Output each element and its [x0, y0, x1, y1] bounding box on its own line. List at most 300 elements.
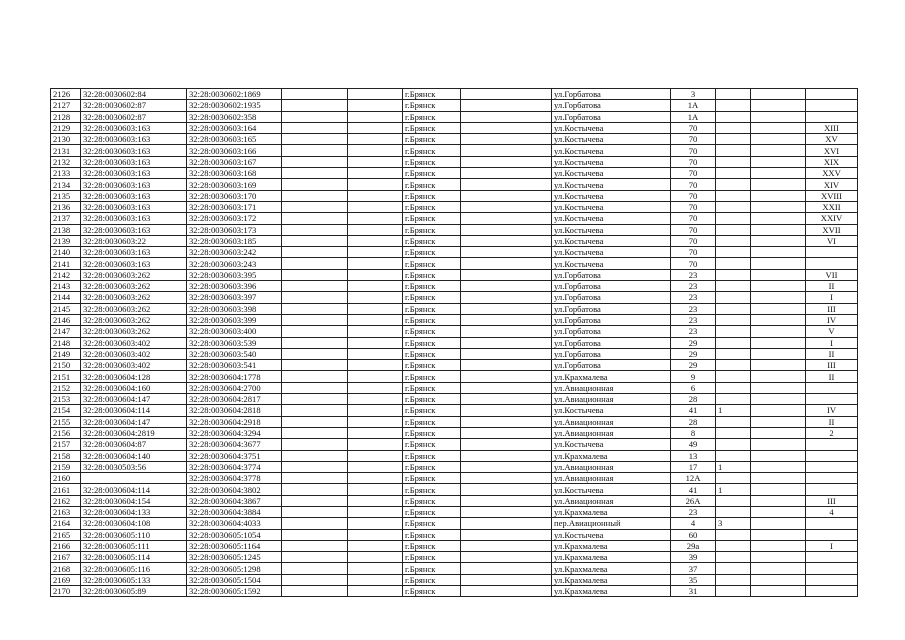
cell-building-number — [716, 450, 751, 461]
cell-blank-col-4 — [282, 405, 348, 416]
cell-room-number — [806, 529, 858, 540]
cell-house-number: 1А — [671, 111, 716, 122]
cell-blank-col-5 — [348, 416, 403, 427]
table-row — [51, 314, 858, 325]
cell-object-number: 32:28:0030603:171 — [187, 201, 282, 212]
cell-room-number: XXII — [806, 201, 858, 212]
cell-building-number — [716, 495, 751, 506]
cell-blank-col-4 — [282, 314, 348, 325]
cell-city: г.Брянск — [403, 416, 461, 427]
table-row — [51, 122, 858, 133]
table-row — [51, 269, 858, 280]
cell-street: ул.Авиационная — [552, 394, 671, 405]
cell-blank-col-11 — [751, 292, 806, 303]
cell-street: ул.Горбатова — [552, 89, 671, 100]
cell-blank-col-7 — [461, 427, 552, 438]
cell-parcel-number: 32:28:0030603:163 — [81, 190, 187, 201]
cell-blank-col-4 — [282, 292, 348, 303]
cell-room-number: I — [806, 540, 858, 551]
cell-room-number — [806, 574, 858, 585]
cell-city: г.Брянск — [403, 224, 461, 235]
cell-blank-col-7 — [461, 337, 552, 348]
cell-parcel-number: 32:28:0030604:147 — [81, 416, 187, 427]
cell-blank-col-4 — [282, 450, 348, 461]
cell-room-number: III — [806, 360, 858, 371]
cell-city: г.Брянск — [403, 134, 461, 145]
cell-object-number: 32:28:0030603:168 — [187, 168, 282, 179]
cell-blank-col-11 — [751, 416, 806, 427]
cell-blank-col-11 — [751, 281, 806, 292]
cell-blank-col-11 — [751, 518, 806, 529]
cell-city: г.Брянск — [403, 586, 461, 597]
cell-room-number — [806, 552, 858, 563]
cell-street: ул.Авиационная — [552, 427, 671, 438]
cell-street: ул.Костычева — [552, 122, 671, 133]
cell-room-number: III — [806, 495, 858, 506]
cell-parcel-number: 32:28:0030603:163 — [81, 156, 187, 167]
cell-blank-col-4 — [282, 337, 348, 348]
cell-blank-col-11 — [751, 394, 806, 405]
cell-blank-col-11 — [751, 427, 806, 438]
cell-blank-col-11 — [751, 439, 806, 450]
cell-blank-col-11 — [751, 495, 806, 506]
cell-parcel-number: 32:28:0030603:163 — [81, 247, 187, 258]
cell-building-number — [716, 540, 751, 551]
cell-house-number: 37 — [671, 563, 716, 574]
cell-blank-col-4 — [282, 258, 348, 269]
cell-blank-col-7 — [461, 360, 552, 371]
table-row — [51, 145, 858, 156]
cell-parcel-number: 32:28:0030605:89 — [81, 586, 187, 597]
cell-city: г.Брянск — [403, 405, 461, 416]
cell-room-number — [806, 586, 858, 597]
cell-row-number: 2138 — [51, 224, 81, 235]
cell-blank-col-7 — [461, 529, 552, 540]
cell-blank-col-5 — [348, 518, 403, 529]
cell-object-number: 32:28:0030603:541 — [187, 360, 282, 371]
cell-house-number: 3 — [671, 89, 716, 100]
cell-blank-col-7 — [461, 224, 552, 235]
cell-blank-col-4 — [282, 179, 348, 190]
cell-object-number: 32:28:0030604:3774 — [187, 461, 282, 472]
cell-blank-col-11 — [751, 235, 806, 246]
cell-row-number: 2168 — [51, 563, 81, 574]
cell-blank-col-5 — [348, 473, 403, 484]
cell-blank-col-4 — [282, 326, 348, 337]
cell-house-number: 70 — [671, 213, 716, 224]
cell-blank-col-11 — [751, 190, 806, 201]
cell-blank-col-11 — [751, 145, 806, 156]
cell-blank-col-11 — [751, 213, 806, 224]
cell-building-number — [716, 247, 751, 258]
cell-blank-col-7 — [461, 461, 552, 472]
cell-parcel-number: 32:28:0030603:163 — [81, 258, 187, 269]
cell-house-number: 70 — [671, 201, 716, 212]
table-row — [51, 89, 858, 100]
table-row — [51, 179, 858, 190]
cell-building-number: 1 — [716, 461, 751, 472]
cell-object-number: 32:28:0030603:539 — [187, 337, 282, 348]
cell-blank-col-4 — [282, 145, 348, 156]
cell-blank-col-4 — [282, 122, 348, 133]
cell-parcel-number: 32:28:0030603:163 — [81, 122, 187, 133]
cell-room-number — [806, 439, 858, 450]
cell-room-number: 4 — [806, 506, 858, 517]
cell-house-number: 12А — [671, 473, 716, 484]
cell-blank-col-7 — [461, 292, 552, 303]
cell-blank-col-4 — [282, 111, 348, 122]
cell-street: ул.Костычева — [552, 235, 671, 246]
cell-building-number — [716, 281, 751, 292]
cell-city: г.Брянск — [403, 201, 461, 212]
table-row — [51, 495, 858, 506]
cell-row-number: 2130 — [51, 134, 81, 145]
cell-row-number: 2164 — [51, 518, 81, 529]
cell-parcel-number: 32:28:0030603:262 — [81, 269, 187, 280]
cell-blank-col-5 — [348, 540, 403, 551]
cell-blank-col-5 — [348, 213, 403, 224]
cell-street: ул.Крахмалева — [552, 506, 671, 517]
cell-house-number: 28 — [671, 416, 716, 427]
cell-row-number: 2136 — [51, 201, 81, 212]
cell-blank-col-5 — [348, 405, 403, 416]
cell-blank-col-11 — [751, 122, 806, 133]
cell-room-number — [806, 382, 858, 393]
cell-house-number: 4 — [671, 518, 716, 529]
cell-blank-col-5 — [348, 179, 403, 190]
cell-blank-col-5 — [348, 190, 403, 201]
cell-house-number: 23 — [671, 303, 716, 314]
cell-blank-col-7 — [461, 506, 552, 517]
cell-room-number — [806, 100, 858, 111]
cell-building-number — [716, 348, 751, 359]
cell-house-number: 29 — [671, 348, 716, 359]
cell-blank-col-5 — [348, 360, 403, 371]
cell-object-number: 32:28:0030605:1592 — [187, 586, 282, 597]
cell-house-number: 49 — [671, 439, 716, 450]
cell-blank-col-11 — [751, 371, 806, 382]
cell-blank-col-7 — [461, 168, 552, 179]
cell-blank-col-5 — [348, 326, 403, 337]
cell-blank-col-4 — [282, 439, 348, 450]
cell-room-number — [806, 111, 858, 122]
cell-parcel-number: 32:28:0030604:147 — [81, 394, 187, 405]
cell-parcel-number: 32:28:0030603:402 — [81, 348, 187, 359]
cell-blank-col-7 — [461, 314, 552, 325]
cell-blank-col-4 — [282, 394, 348, 405]
cell-street: ул.Авиационная — [552, 461, 671, 472]
cell-row-number: 2163 — [51, 506, 81, 517]
cell-object-number: 32:28:0030605:1245 — [187, 552, 282, 563]
cell-row-number: 2147 — [51, 326, 81, 337]
cell-room-number: XXV — [806, 168, 858, 179]
cell-building-number — [716, 563, 751, 574]
cell-building-number — [716, 529, 751, 540]
cell-row-number: 2150 — [51, 360, 81, 371]
cell-blank-col-5 — [348, 484, 403, 495]
cell-city: г.Брянск — [403, 111, 461, 122]
table-row — [51, 382, 858, 393]
cell-building-number — [716, 303, 751, 314]
cell-city: г.Брянск — [403, 371, 461, 382]
cell-building-number — [716, 586, 751, 597]
cell-blank-col-11 — [751, 529, 806, 540]
cell-room-number: VI — [806, 235, 858, 246]
cell-building-number — [716, 168, 751, 179]
cell-city: г.Брянск — [403, 473, 461, 484]
cell-room-number: XIII — [806, 122, 858, 133]
cell-object-number: 32:28:0030603:164 — [187, 122, 282, 133]
cell-object-number: 32:28:0030602:358 — [187, 111, 282, 122]
cell-city: г.Брянск — [403, 235, 461, 246]
cell-blank-col-5 — [348, 89, 403, 100]
cell-city: г.Брянск — [403, 360, 461, 371]
cell-blank-col-5 — [348, 314, 403, 325]
cell-object-number: 32:28:0030603:243 — [187, 258, 282, 269]
cell-street: ул.Крахмалева — [552, 563, 671, 574]
cell-house-number: 70 — [671, 122, 716, 133]
cell-city: г.Брянск — [403, 461, 461, 472]
cell-blank-col-7 — [461, 450, 552, 461]
cell-building-number — [716, 439, 751, 450]
cell-object-number: 32:28:0030604:3294 — [187, 427, 282, 438]
cell-parcel-number: 32:28:0030603:262 — [81, 326, 187, 337]
cell-house-number: 8 — [671, 427, 716, 438]
cell-row-number: 2161 — [51, 484, 81, 495]
cell-parcel-number: 32:28:0030603:402 — [81, 337, 187, 348]
cell-street: ул.Крахмалева — [552, 371, 671, 382]
cell-house-number: 1А — [671, 100, 716, 111]
cell-object-number: 32:28:0030602:1935 — [187, 100, 282, 111]
cell-blank-col-11 — [751, 552, 806, 563]
cell-city: г.Брянск — [403, 382, 461, 393]
cell-blank-col-5 — [348, 439, 403, 450]
cell-blank-col-11 — [751, 563, 806, 574]
cell-street: ул.Горбатова — [552, 303, 671, 314]
cell-building-number — [716, 89, 751, 100]
cell-blank-col-5 — [348, 394, 403, 405]
table-row — [51, 371, 858, 382]
cell-row-number: 2154 — [51, 405, 81, 416]
cell-street: ул.Горбатова — [552, 360, 671, 371]
cell-row-number: 2159 — [51, 461, 81, 472]
cell-object-number: 32:28:0030603:165 — [187, 134, 282, 145]
cell-building-number: 1 — [716, 405, 751, 416]
cell-blank-col-11 — [751, 111, 806, 122]
cell-blank-col-5 — [348, 258, 403, 269]
cell-street: ул.Костычева — [552, 145, 671, 156]
table-row — [51, 156, 858, 167]
cell-blank-col-5 — [348, 145, 403, 156]
cell-parcel-number: 32:28:0030604:114 — [81, 484, 187, 495]
cell-parcel-number — [81, 473, 187, 484]
cell-blank-col-5 — [348, 495, 403, 506]
cell-object-number: 32:28:0030603:397 — [187, 292, 282, 303]
cell-room-number — [806, 89, 858, 100]
cell-room-number: 2 — [806, 427, 858, 438]
cell-parcel-number: 32:28:0030603:163 — [81, 213, 187, 224]
cell-building-number — [716, 473, 751, 484]
cell-blank-col-11 — [751, 540, 806, 551]
cell-row-number: 2148 — [51, 337, 81, 348]
cell-blank-col-4 — [282, 269, 348, 280]
registry-table — [50, 88, 858, 597]
table-row — [51, 258, 858, 269]
cell-blank-col-7 — [461, 89, 552, 100]
cell-house-number: 6 — [671, 382, 716, 393]
cell-object-number: 32:28:0030605:1298 — [187, 563, 282, 574]
cell-street: ул.Костычева — [552, 529, 671, 540]
table-row — [51, 337, 858, 348]
cell-blank-col-11 — [751, 382, 806, 393]
cell-city: г.Брянск — [403, 506, 461, 517]
cell-house-number: 23 — [671, 269, 716, 280]
table-row — [51, 134, 858, 145]
cell-blank-col-7 — [461, 145, 552, 156]
cell-blank-col-11 — [751, 405, 806, 416]
cell-blank-col-5 — [348, 450, 403, 461]
cell-row-number: 2162 — [51, 495, 81, 506]
cell-house-number: 31 — [671, 586, 716, 597]
cell-blank-col-4 — [282, 382, 348, 393]
cell-blank-col-7 — [461, 179, 552, 190]
cell-parcel-number: 32:28:0030604:114 — [81, 405, 187, 416]
cell-blank-col-4 — [282, 540, 348, 551]
registry-table-body — [51, 89, 858, 597]
cell-building-number — [716, 145, 751, 156]
cell-blank-col-11 — [751, 484, 806, 495]
cell-row-number: 2126 — [51, 89, 81, 100]
cell-street: ул.Костычева — [552, 134, 671, 145]
cell-city: г.Брянск — [403, 213, 461, 224]
cell-blank-col-5 — [348, 122, 403, 133]
cell-building-number — [716, 382, 751, 393]
cell-building-number — [716, 235, 751, 246]
cell-object-number: 32:28:0030603:540 — [187, 348, 282, 359]
cell-room-number — [806, 258, 858, 269]
cell-object-number: 32:28:0030603:185 — [187, 235, 282, 246]
table-row — [51, 235, 858, 246]
cell-house-number: 70 — [671, 224, 716, 235]
cell-blank-col-5 — [348, 303, 403, 314]
cell-room-number — [806, 484, 858, 495]
cell-blank-col-11 — [751, 461, 806, 472]
table-row — [51, 529, 858, 540]
cell-room-number: IV — [806, 405, 858, 416]
cell-parcel-number: 32:28:0030602:87 — [81, 100, 187, 111]
cell-object-number: 32:28:0030605:1164 — [187, 540, 282, 551]
cell-street: ул.Костычева — [552, 405, 671, 416]
cell-blank-col-7 — [461, 484, 552, 495]
cell-house-number: 70 — [671, 247, 716, 258]
cell-blank-col-7 — [461, 439, 552, 450]
table-row — [51, 506, 858, 517]
cell-blank-col-4 — [282, 247, 348, 258]
cell-blank-col-5 — [348, 574, 403, 585]
cell-object-number: 32:28:0030605:1504 — [187, 574, 282, 585]
cell-building-number — [716, 314, 751, 325]
cell-building-number — [716, 394, 751, 405]
cell-house-number: 70 — [671, 156, 716, 167]
cell-row-number: 2128 — [51, 111, 81, 122]
cell-room-number — [806, 473, 858, 484]
cell-blank-col-7 — [461, 405, 552, 416]
cell-street: ул.Горбатова — [552, 314, 671, 325]
cell-house-number: 41 — [671, 484, 716, 495]
cell-object-number: 32:28:0030604:2918 — [187, 416, 282, 427]
cell-object-number: 32:28:0030603:167 — [187, 156, 282, 167]
cell-blank-col-7 — [461, 586, 552, 597]
cell-blank-col-7 — [461, 247, 552, 258]
cell-blank-col-11 — [751, 179, 806, 190]
cell-room-number — [806, 518, 858, 529]
cell-blank-col-11 — [751, 314, 806, 325]
table-row — [51, 224, 858, 235]
cell-street: ул.Костычева — [552, 179, 671, 190]
cell-street: ул.Авиационная — [552, 416, 671, 427]
cell-blank-col-7 — [461, 326, 552, 337]
cell-blank-col-4 — [282, 168, 348, 179]
cell-row-number: 2134 — [51, 179, 81, 190]
table-row — [51, 348, 858, 359]
cell-building-number — [716, 506, 751, 517]
cell-blank-col-4 — [282, 281, 348, 292]
cell-building-number — [716, 111, 751, 122]
cell-object-number: 32:28:0030604:3802 — [187, 484, 282, 495]
cell-row-number: 2166 — [51, 540, 81, 551]
cell-street: ул.Авиационная — [552, 382, 671, 393]
table-row — [51, 247, 858, 258]
cell-row-number: 2141 — [51, 258, 81, 269]
cell-house-number: 39 — [671, 552, 716, 563]
cell-city: г.Брянск — [403, 179, 461, 190]
cell-street: ул.Горбатова — [552, 100, 671, 111]
cell-object-number: 32:28:0030603:395 — [187, 269, 282, 280]
cell-building-number — [716, 360, 751, 371]
cell-room-number: VII — [806, 269, 858, 280]
table-row — [51, 360, 858, 371]
cell-parcel-number: 32:28:0030603:163 — [81, 168, 187, 179]
cell-city: г.Брянск — [403, 563, 461, 574]
cell-blank-col-5 — [348, 506, 403, 517]
cell-blank-col-5 — [348, 529, 403, 540]
cell-parcel-number: 32:28:0030604:108 — [81, 518, 187, 529]
cell-city: г.Брянск — [403, 495, 461, 506]
cell-room-number: II — [806, 371, 858, 382]
cell-object-number: 32:28:0030602:1869 — [187, 89, 282, 100]
cell-parcel-number: 32:28:0030605:110 — [81, 529, 187, 540]
cell-building-number — [716, 326, 751, 337]
cell-house-number: 70 — [671, 190, 716, 201]
cell-row-number: 2146 — [51, 314, 81, 325]
cell-house-number: 70 — [671, 168, 716, 179]
cell-object-number: 32:28:0030603:399 — [187, 314, 282, 325]
cell-blank-col-4 — [282, 473, 348, 484]
cell-blank-col-7 — [461, 235, 552, 246]
cell-blank-col-7 — [461, 281, 552, 292]
cell-blank-col-11 — [751, 450, 806, 461]
cell-object-number: 32:28:0030604:1778 — [187, 371, 282, 382]
cell-blank-col-7 — [461, 156, 552, 167]
cell-blank-col-7 — [461, 303, 552, 314]
cell-parcel-number: 32:28:0030603:262 — [81, 303, 187, 314]
cell-street: ул.Крахмалева — [552, 586, 671, 597]
cell-object-number: 32:28:0030603:172 — [187, 213, 282, 224]
cell-blank-col-11 — [751, 258, 806, 269]
cell-blank-col-5 — [348, 563, 403, 574]
cell-blank-col-5 — [348, 224, 403, 235]
cell-building-number — [716, 371, 751, 382]
